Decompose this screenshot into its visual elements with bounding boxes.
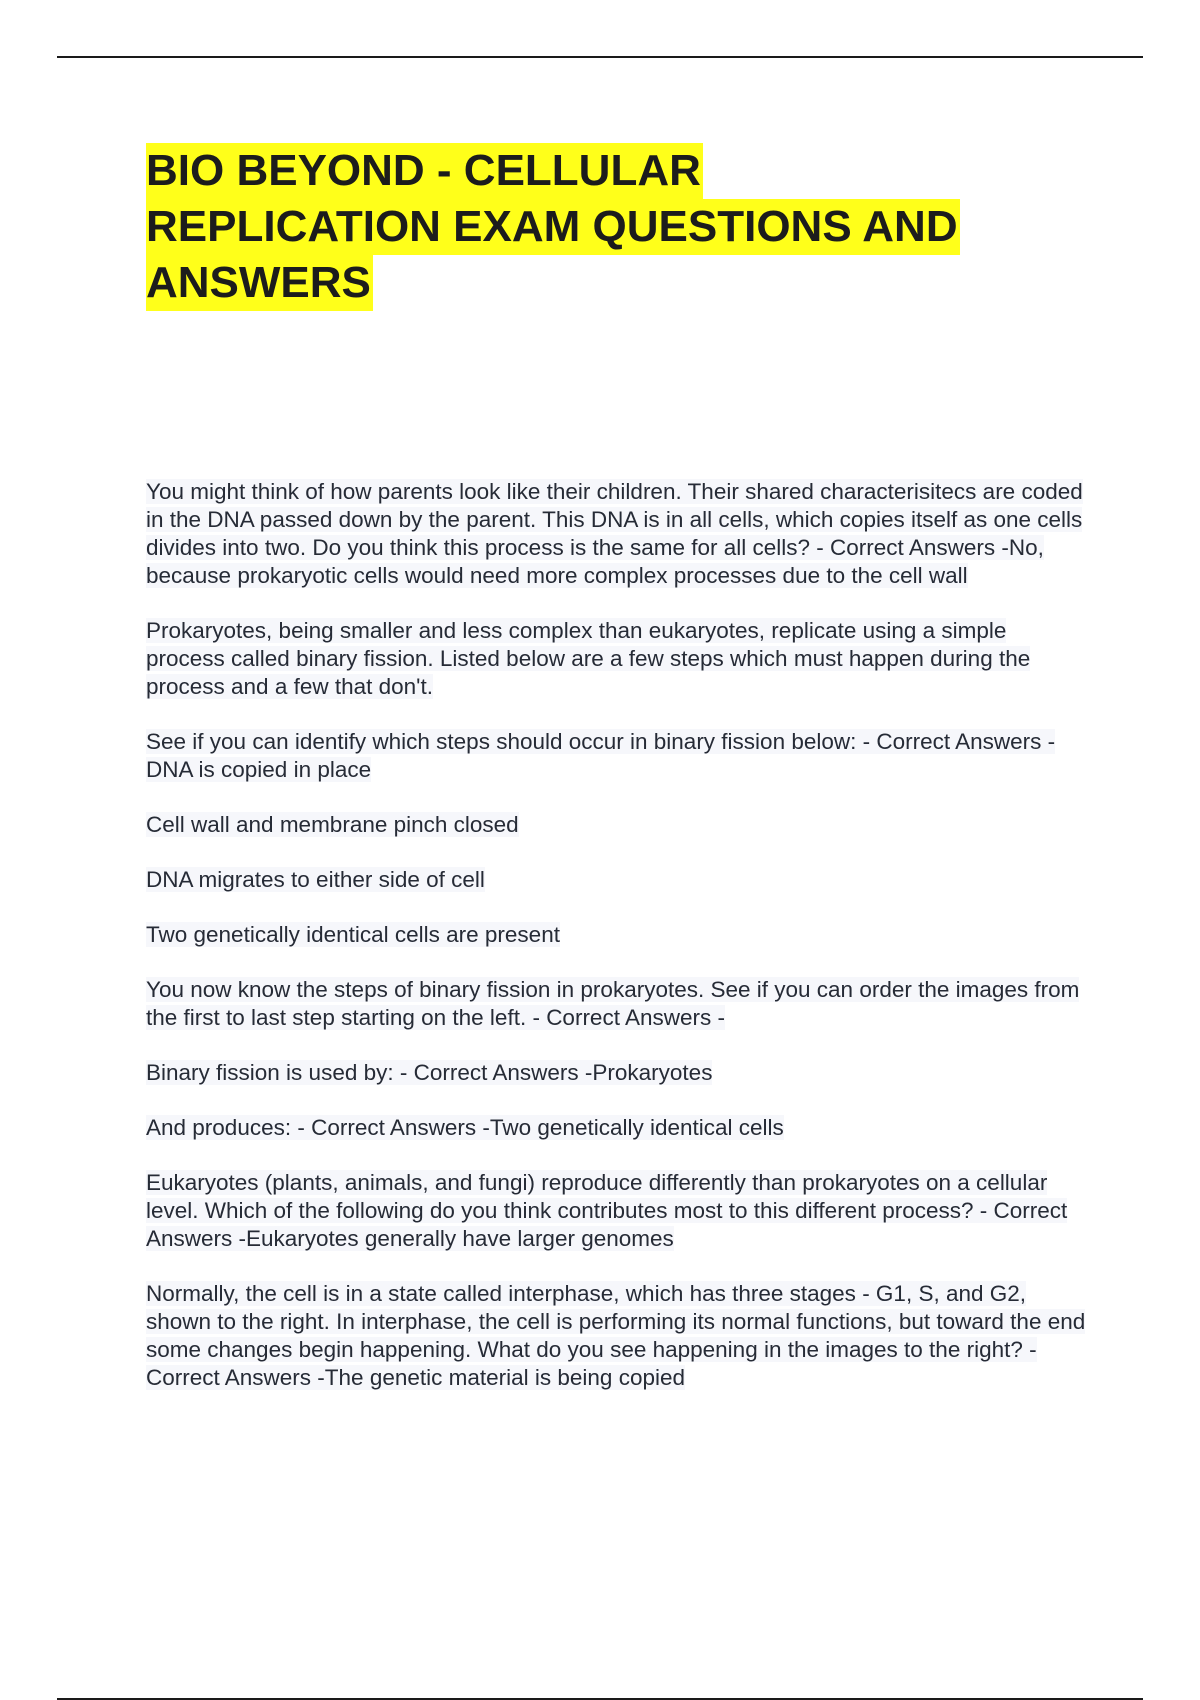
title-line-1: BIO BEYOND - CELLULAR — [146, 143, 703, 199]
paragraph-11: Normally, the cell is in a state called interphase, which has three stages - G1, S, and G2, shown to the right. In interphase, the cell is performing its normal functions, but toward the end some changes begin happening. What do you see happening in the images to the right? - Correct Answers -The genetic material is being copied — [146, 1281, 1086, 1390]
paragraph-2: Prokaryotes, being smaller and less complex than eukaryotes, replicate using a simple process called binary fission. Listed below are a few steps which must happen during the process and a few that don't. — [146, 618, 1031, 699]
header-rule — [57, 56, 1143, 58]
document-body — [146, 478, 1086, 1419]
title-line-3: ANSWERS — [146, 255, 373, 311]
document-title — [146, 143, 1076, 311]
paragraph-5: DNA migrates to either side of cell — [146, 867, 485, 892]
paragraph-8: Binary fission is used by: - Correct Answers -Prokaryotes — [146, 1060, 713, 1085]
paragraph-1: You might think of how parents look like their children. Their shared characterisitecs are coded in the DNA passed down by the parent. This DNA is in all cells, which copies itself as one cells divides into two. Do you think this process is the same for all cells? - Correct Answers -No, because prokaryotic cells would need more complex processes due to the cell wall — [146, 479, 1083, 588]
paragraph-3: See if you can identify which steps should occur in binary fission below: - Correct Answers -DNA is copied in place — [146, 729, 1056, 782]
paragraph-10: Eukaryotes (plants, animals, and fungi) reproduce differently than prokaryotes on a cellular level. Which of the following do you think contributes most to this different process? - Correct Answers -Eukaryotes generally have larger genomes — [146, 1170, 1068, 1251]
paragraph-6: Two genetically identical cells are present — [146, 922, 560, 947]
title-line-2: REPLICATION EXAM QUESTIONS AND — [146, 199, 960, 255]
paragraph-4: Cell wall and membrane pinch closed — [146, 812, 519, 837]
paragraph-7: You now know the steps of binary fission in prokaryotes. See if you can order the images from the first to last step starting on the left. - Correct Answers - — [146, 977, 1080, 1030]
paragraph-9: And produces: - Correct Answers -Two genetically identical cells — [146, 1115, 784, 1140]
